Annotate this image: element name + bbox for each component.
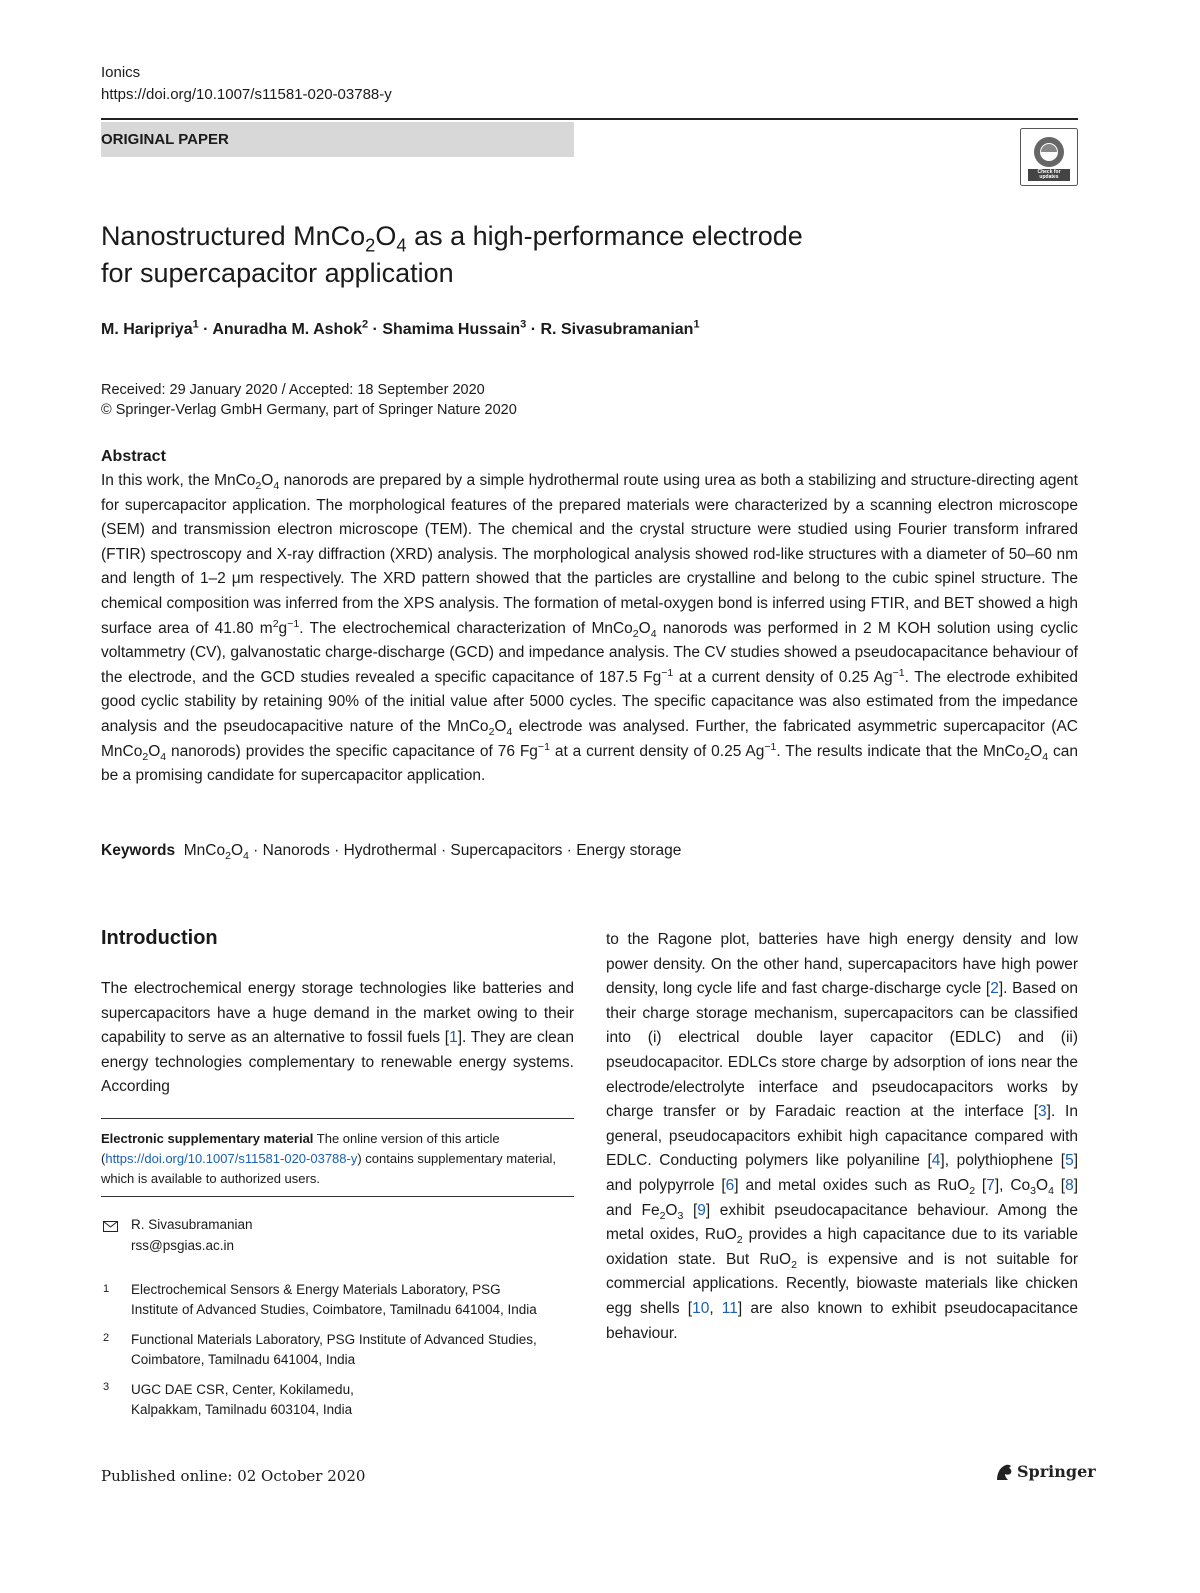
affiliation: Functional Materials Laboratory, PSG Institute of Advanced Studies, Coimbatore, Tamilnadu 641004, India <box>131 1332 537 1367</box>
section-label-bar <box>101 122 574 157</box>
esm-label: Electronic supplementary material <box>101 1131 314 1146</box>
keywords-label: Keywords <box>101 842 176 859</box>
electronic-supplementary-note: Electronic supplementary material The online version of this article (https://doi.org/10.1007/s11581-020-03788-y) contains supplementary material, which is available to authorized users. <box>101 1131 557 1186</box>
author-name[interactable]: R. Sivasubramanian <box>540 321 694 338</box>
section-label: ORIGINAL PAPER <box>101 131 229 148</box>
springer-wordmark: Springer <box>1017 1462 1096 1481</box>
introduction-right-column: to the Ragone plot, batteries have high energy density and low power density. On the other hand, supercapacitors have high power density, long cycle life and fast charge-discharge cycle [2]. Based on their charge storage mechanism, supercapacitors can be classified into (i) electrical double layer capacitor (EDLC) and (ii) pseudocapacitor. EDLCs store charge by adsorption of ions near the electrode/electrolyte interface and pseudocapacitors works by charge transfer or by Faradaic reaction at the interface [3]. In general, pseudocapacitors exhibit high capacitance compared with EDLC. Conducting polymers like polyaniline [4], polythiophene [5] and polypyrrole [6] and metal oxides such as RuO$_2$ [7], $Co_3O_4$ [8] and $Fe_2O_3$ [9] exhibit pseudocapacitance behaviour. Among the metal oxides, RuO$_2$ provides a high capacitance due to its variable oxidation state. But RuO$_2$ is expensive and is not suitable for commercial applications. Recently, biowaste materials like chicken egg shells [10, 11] are also known to exhibit pseudocapacitance behaviour. <box>606 931 1079 1342</box>
received-accepted-dates: Received: 29 January 2020 / Accepted: 18 September 2020 <box>101 382 485 398</box>
corresponding-author-email[interactable]: rss@psgias.ac.in <box>131 1238 234 1253</box>
journal-name: Ionics <box>101 64 141 81</box>
check-for-updates-badge[interactable] <box>1020 128 1078 186</box>
header-rule <box>101 118 1078 120</box>
author-name[interactable]: Anuradha M. Ashok <box>212 321 362 338</box>
abstract-body: In this work, the $MnCo_2O_4$ nanorods are prepared by a simple hydrothermal route using urea as both a stabilizing and structure-directing agent for supercapacitor application. The morphological features of the prepared materials were characterized by a scanning electron microscope (SEM) and transmission electron microscope (TEM). The chemical and the crystal structure were studied using Fourier transform infrared (FTIR) spectroscopy and X-ray diffraction (XRD) analysis. The morphological analysis showed rod-like structures with a diameter of 50–60 nm and length of 1–2 μm respectively. The XRD pattern showed that the particles are crystalline and belong to the cubic spinel structure. The chemical composition was inferred from the XPS analysis. The formation of metal-oxygen bond is inferred using FTIR, and BET showed a high surface area of 41.80 $m^2g^{-1}$. The electrochemical characterization of $MnCo_2O_4$ nanorods was performed in 2 M KOH solution using cyclic voltammetry (CV), galvanostatic charge-discharge (GCD) and impedance analysis. The CV studies showed a pseudocapacitance behaviour of the electrode, and the GCD studies revealed a specific capacitance of 187.5 $Fg^{-1}$ at a current density of 0.25 $Ag^{-1}$. The electrode exhibited good cyclic stability by retaining 90% of the initial value after 5000 cycles. The specific capacitance was also estimated from the impedance analysis and the pseudocapacitive nature of the $MnCo_2O_4$ electrode was analysed. Further, the fabricated asymmetric supercapacitor (AC $MnCo_2O_4$ nanorods) provides the specific capacitance of 76 $Fg^{-1}$ at a current density of 0.25 $Ag^{-1}$. The results indicate that the $MnCo_2O_4$ can be a promising candidate for supercapacitor application. <box>101 472 1078 785</box>
footnote-rule <box>101 1196 574 1197</box>
introduction-heading: Introduction <box>101 927 218 949</box>
corresponding-author-name: R. Sivasubramanian <box>131 1217 253 1232</box>
author-name[interactable]: Shamima Hussain <box>382 321 521 338</box>
footnote-rule <box>101 1118 574 1119</box>
article-doi-link[interactable]: https://doi.org/10.1007/s11581-020-03788-y <box>101 86 392 103</box>
affiliation: Electrochemical Sensors & Energy Materials Laboratory, PSG Institute of Advanced Studies, Coimbatore, Tamilnadu 641004, India <box>131 1282 537 1317</box>
introduction-left-column: The electrochemical energy storage technologies like batteries and supercapacitors have a huge demand in the market owing to their capability to serve as an alternative to fossil fuels [1]. They are clean energy technologies complementary to renewable energy systems. According <box>101 980 574 1096</box>
affiliation-number: 3 <box>103 1381 110 1393</box>
esm-doi-link[interactable]: https://doi.org/10.1007/s11581-020-03788-y <box>105 1151 358 1166</box>
keywords-list: $MnCo_2O_4$ · Nanorods · Hydrothermal · Supercapacitors · Energy storage <box>183 842 682 863</box>
affiliation-number: 2 <box>103 1332 110 1344</box>
abstract-heading: Abstract <box>101 448 166 465</box>
envelope-icon <box>103 1219 118 1230</box>
springer-logo <box>993 1460 1096 1484</box>
affiliation-number: 1 <box>103 1283 110 1295</box>
check-for-updates-text: Check for updates <box>1037 169 1061 180</box>
author-list: M. Haripriya$^1$ · Anuradha M. Ashok$^2$ · Shamima Hussain$^3$ · R. Sivasubramanian$^1$ <box>101 318 700 338</box>
article-title: Nanostructured $MnCo_2O_4$ as a high-performance electrode for supercapacitor application <box>101 221 803 288</box>
copyright-line: © Springer-Verlag GmbH Germany, part of Springer Nature 2020 <box>101 402 517 418</box>
author-name[interactable]: M. Haripriya <box>101 321 193 338</box>
keywords <box>101 840 681 862</box>
published-online-date: Published online: 02 October 2020 <box>101 1467 366 1485</box>
springer-horse-icon <box>993 1461 1015 1483</box>
affiliation: UGC DAE CSR, Center, Kokilamedu, Kalpakkam, Tamilnadu 603104, India <box>131 1382 354 1417</box>
